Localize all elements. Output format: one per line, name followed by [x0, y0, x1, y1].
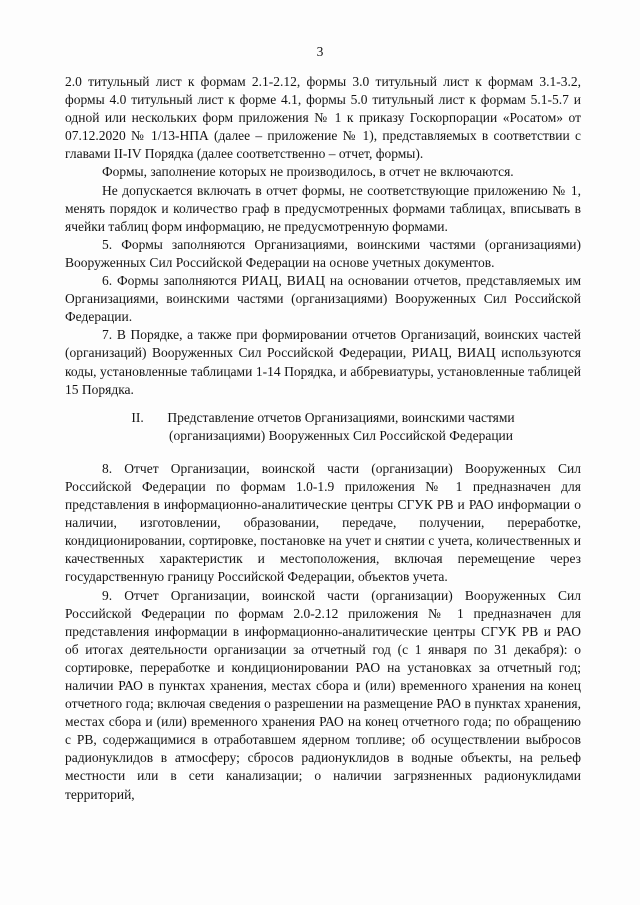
page-number: 3 — [316, 44, 324, 59]
section-title — [167, 409, 514, 445]
section-title-line-1: Представление отчетов Организациями, воинскими частями — [167, 409, 515, 425]
paragraph-restrictions: Не допускается включать в отчет формы, не соответствующие приложению № 1, менять порядок и количество граф в предусмотренных формами таблицах, вписывать в ячейки таблиц форм информацию, не предусмотренную формами. — [65, 182, 581, 234]
paragraph-item-9: 9. Отчет Организации, воинской части (организации) Вооруженных Сил Российской Федерации по формам 2.0-2.12 приложения № 1 предназначен для представления информации в информационно-аналитические центры СГУК РВ и РАО об итогах деятельности организации за отчетный год (с 1 января по 31 декабря): о сортировке, переработке и кондиционировании РАО на установках за отчетный год; наличии РАО в пунктах хранения, местах сбора и (или) временного хранения на конец отчетного года; включая сведения о разрешении на размещение РАО в пунктах хранения, местах сбора и (или) временного хранения РАО на конец отчетного года; по обращению с РВ, содержащимися в отработавшем ядерном топливе; об осуществлении выбросов радионуклидов в атмосферу; сбросов радионуклидов в водные объекты, на рельеф местности или в сети канализации; о наличии загрязненных радионуклидами территорий, — [65, 587, 581, 802]
paragraph-empty-forms: Формы, заполнение которых не производилось, в отчет не включаются. — [102, 164, 514, 180]
section-title-line-2: (организациями) Вооруженных Сил Российской Федерации — [168, 427, 514, 443]
section-number: II. — [131, 409, 144, 425]
paragraph-item-8: 8. Отчет Организации, воинской части (организации) Вооруженных Сил Российской Федерации по формам 1.0-1.9 приложения № 1 предназначен для представления в информационно-аналитические центры СГУК РВ и РАО информации о наличии, изготовлении, образовании, передаче, получении, переработке, кондиционировании, сортировке, постановке на учет и снятии с учета, количественных и качественных характеристик и местоположения, включая перемещение через государственную границу Российской Федерации, объектов учета. — [65, 460, 581, 585]
paragraph-item-5: 5. Формы заполняются Организациями, воинскими частями (организациями) Вооруженных Сил Российской Федерации на основе учетных документов. — [65, 236, 581, 270]
paragraph-item-6: 6. Формы заполняются РИАЦ, ВИАЦ на основании отчетов, представляемых им Организациями, воинскими частями (организациями) Вооруженных Сил Российской Федерации. — [65, 273, 581, 325]
section-heading — [65, 409, 581, 445]
paragraph-item-7: 7. В Порядке, а также при формировании отчетов Организаций, воинских частей (организаций) Вооруженных Сил Российской Федерации, РИАЦ, ВИАЦ используются коды, установленные таблицами 1-14 Порядка, и аббревиатуры, установленные таблицей 15 Порядка. — [65, 327, 581, 397]
paragraph-continuation: 2.0 титульный лист к формам 2.1-2.12, формы 3.0 титульный лист к формам 3.1-3.2, формы 4.0 титульный лист к форме 4.1, формы 5.0 титульный лист к формам 5.1-5.7 и одной или нескольких форм приложения № 1 к приказу Госкорпорации «Росатом» от 07.12.2020 № 1/13-НПА (далее – приложение № 1), представляемых в соответствии с главами II-IV Порядка (далее соответственно – отчет, формы). — [65, 74, 581, 162]
document-body — [65, 73, 581, 804]
